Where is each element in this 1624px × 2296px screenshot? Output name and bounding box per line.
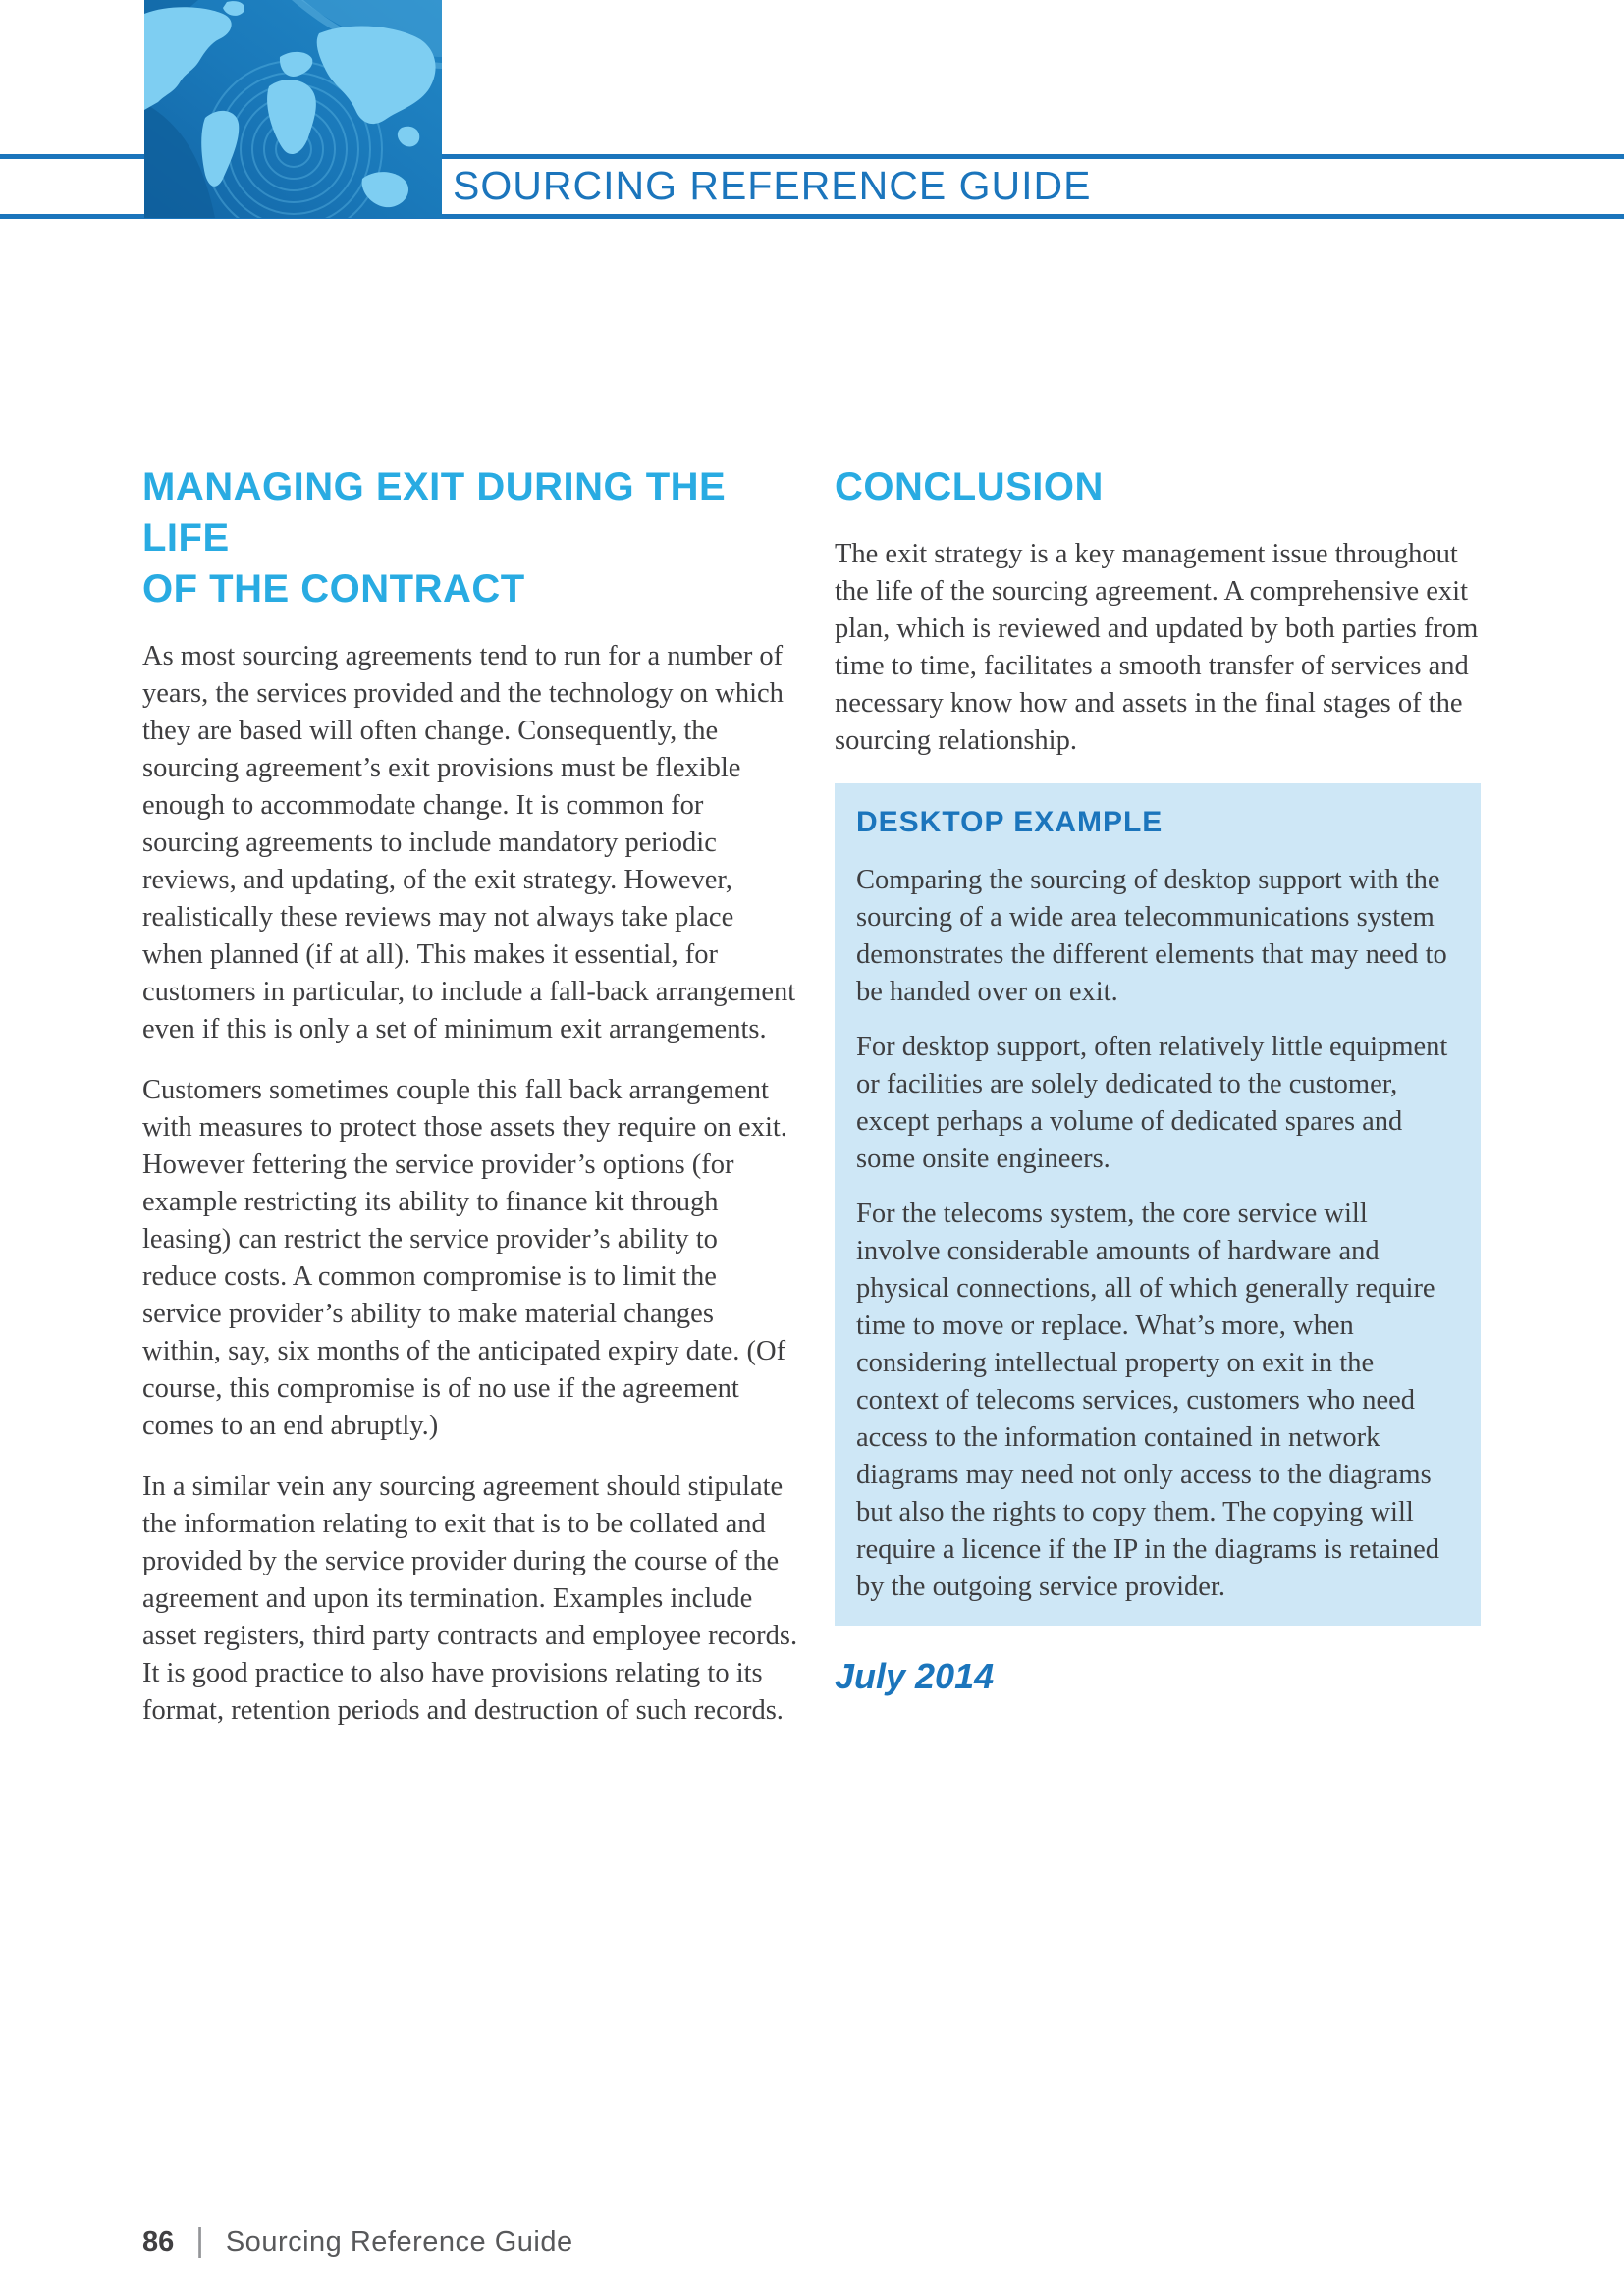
footer-title: Sourcing Reference Guide [225,2226,573,2258]
footer-page-number: 86 [142,2226,175,2258]
paragraph: As most sourcing agreements tend to run for a number of years, the services provided and the technology on which they are based will often change. Consequently, the sourcing agreement’s exit provisions must be flexible enough to accommodate change. It is common for sourcing agreements to include mandatory periodic reviews, and updating, of the exit strategy. However, realistically these reviews may not always take place when planned (if at all). This makes it essential, for customers in particular, to include a fall-back arrangement even if this is only a set of minimum exit arrangements. [142,641,796,1044]
page-footer [142,2222,573,2260]
paragraph: For the telecoms system, the core service will involve considerable amounts of hardware and physical connections, all of which generally require time to move or replace. What’s more, when considering intellectual property on exit in the context of telecoms services, customers who need access to the information contained in network diagrams may need not only access to the diagrams but also the rights to copy them. The copying will require a licence if the IP in the diagrams is retained by the outgoing service provider. [856,1199,1440,1602]
paragraph: Comparing the sourcing of desktop support with the sourcing of a wide area telecommunications system demonstrates the different elements that may need to be handed over on exit. [856,865,1447,1007]
section-heading-conclusion: CONCLUSION [835,465,1104,508]
heading-line-2: OF THE CONTRACT [142,567,525,611]
example-box-heading: DESKTOP EXAMPLE [856,806,1164,838]
desktop-example-box [835,783,1481,1626]
right-column [835,461,1481,1696]
paragraph: Customers sometimes couple this fall back arrangement with measures to protect those assets they require on exit. However fettering the service provider’s options (for example restricting its ability to finance kit through leasing) can restrict the service provider’s ability to reduce costs. A common compromise is to limit the service provider’s ability to make material changes within, say, six months of the anticipated expiry date. (Of course, this compromise is of no use if the agreement comes to an end abruptly.) [142,1075,787,1441]
page-title: SOURCING REFERENCE GUIDE [453,163,1092,208]
heading-line-1: MANAGING EXIT DURING THE LIFE [142,465,727,560]
section-heading-managing-exit [142,461,798,614]
paragraph: In a similar vein any sourcing agreement should stipulate the information relating to exit that is to be collated and provided by the service provider during the course of the agreement and upon its termination. Examples include asset registers, third party contracts and employee records. It is good practice to also have provisions relating to its format, retention periods and destruction of such records. [142,1471,798,1726]
publication-date: July 2014 [835,1656,995,1696]
paragraph: For desktop support, often relatively little equipment or facilities are solely dedicated to the customer, except perhaps a volume of dedicated spares and some onsite engineers. [856,1032,1448,1174]
world-map-graphic [144,0,442,218]
world-map-icon [144,0,442,218]
left-column [142,461,798,1753]
paragraph: The exit strategy is a key management issue throughout the life of the sourcing agreement. A comprehensive exit plan, which is reviewed and updated by both parties from time to time, facilitates a smooth transfer of services and necessary know how and assets in the final stages of the sourcing relationship. [835,539,1479,756]
footer-separator: | [195,2221,204,2258]
